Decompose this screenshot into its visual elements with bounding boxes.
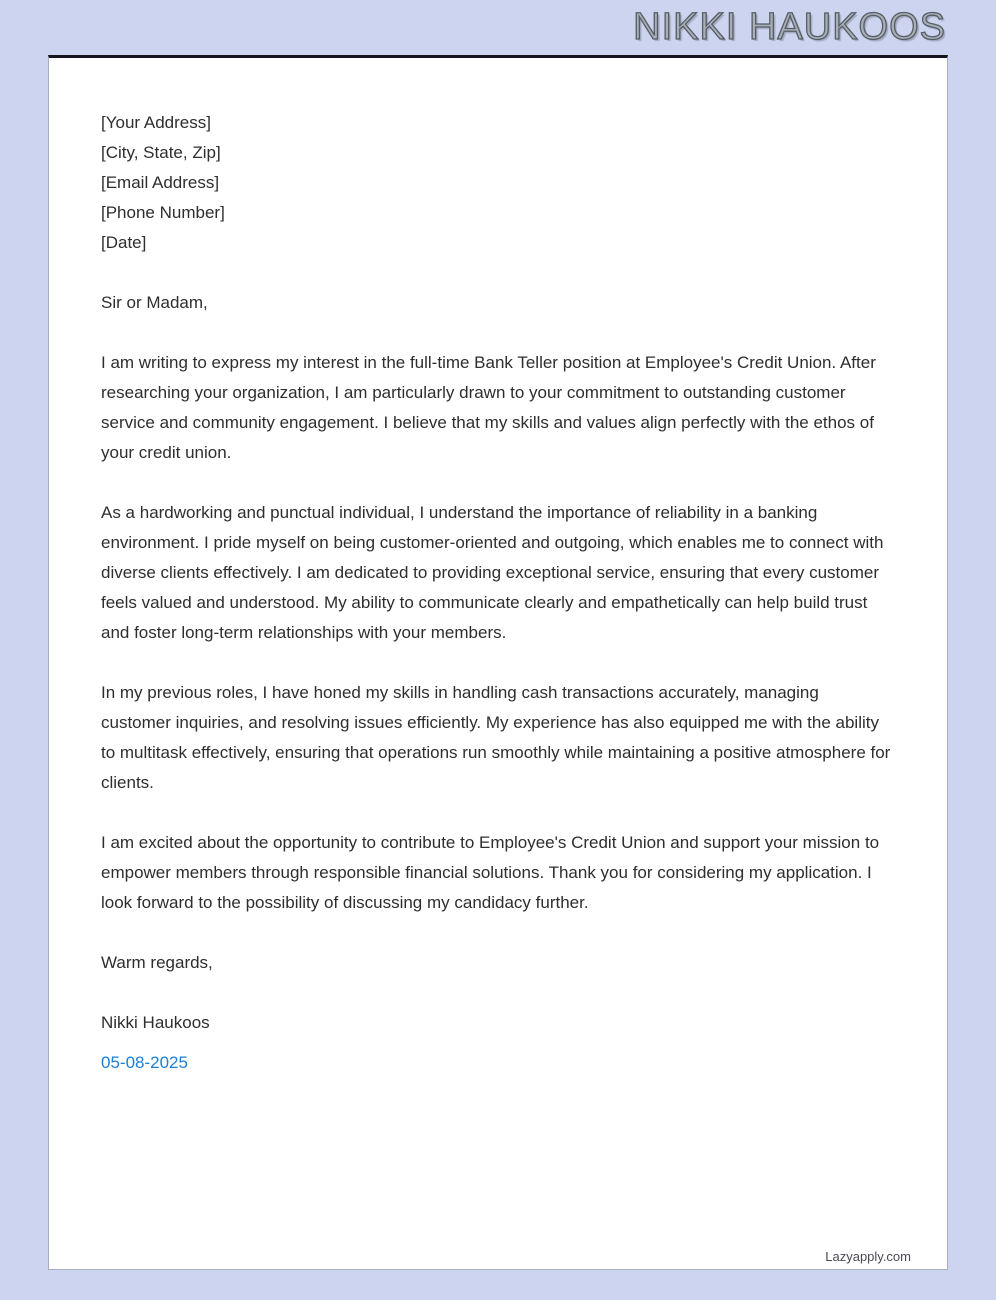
closing-line: Warm regards, bbox=[101, 953, 213, 972]
lazyapply-watermark: Lazyapply.com bbox=[825, 1249, 911, 1264]
salutation: Sir or Madam, bbox=[101, 293, 208, 312]
address-line-date: [Date] bbox=[101, 233, 147, 252]
letter-body bbox=[101, 108, 892, 1078]
address-block bbox=[101, 108, 892, 258]
letter-document bbox=[48, 55, 948, 1270]
signature-date: 05-08-2025 bbox=[101, 1053, 188, 1072]
letter-paragraph-4: I am excited about the opportunity to contribute to Employee's Credit Union and support your mission to empower members through responsible financial solutions. Thank you for considering my application. I look forward to the possibility of discussing my candidacy further. bbox=[101, 833, 880, 912]
signature-name: Nikki Haukoos bbox=[101, 1013, 210, 1032]
address-line-your-address: [Your Address] bbox=[101, 113, 211, 132]
candidate-name-heading: NIKKI HAUKOOS bbox=[633, 6, 946, 48]
letter-paragraph-2: As a hardworking and punctual individual, I understand the importance of reliability in a banking environment. I pride myself on being customer-oriented and outgoing, which enables me to connect with diverse clients effectively. I am dedicated to providing exceptional service, ensuring that every customer feels valued and understood. My ability to communicate clearly and empathetically can help build trust and foster long-term relationships with your members. bbox=[101, 503, 884, 642]
letter-paragraph-3: In my previous roles, I have honed my skills in handling cash transactions accurately, managing customer inquiries, and resolving issues efficiently. My experience has also equipped me with the ability to multitask effectively, ensuring that operations run smoothly while maintaining a positive atmosphere for clients. bbox=[101, 683, 891, 792]
address-line-email: [Email Address] bbox=[101, 173, 220, 192]
letter-paragraph-1: I am writing to express my interest in the full-time Bank Teller position at Employee's Credit Union. After researching your organization, I am particularly drawn to your commitment to outstanding customer service and community engagement. I believe that my skills and values align perfectly with the ethos of your credit union. bbox=[101, 353, 876, 462]
address-line-phone: [Phone Number] bbox=[101, 203, 225, 222]
address-line-city-state-zip: [City, State, Zip] bbox=[101, 143, 221, 162]
